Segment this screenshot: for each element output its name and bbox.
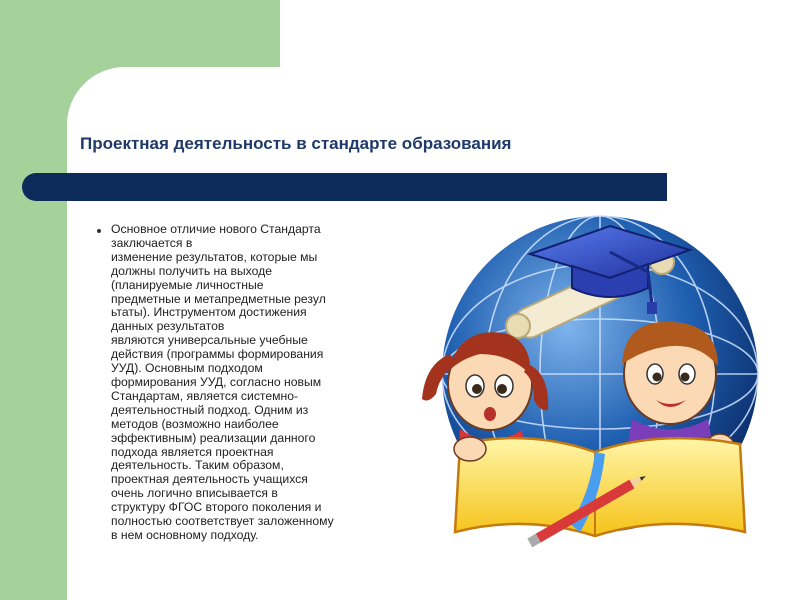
body-line: заключается в — [111, 235, 193, 250]
body-line: деятельность. Таким образом, — [111, 458, 284, 473]
body-line: (планируемые личностные — [111, 277, 264, 292]
slide-title: Проектная деятельность в стандарте образования — [80, 134, 512, 153]
body-line: Стандартам, является системно- — [111, 388, 299, 403]
body-line: в нем основному подходу. — [111, 527, 259, 542]
body-line: очень логично вписывается в — [111, 486, 278, 501]
body-line: формирования УУД, согласно новым — [111, 374, 322, 389]
body-line: деятельностный подход. Одним из — [111, 402, 309, 417]
body-line: полностью соответствует заложенному — [111, 514, 334, 529]
bullet-icon — [97, 229, 101, 233]
body-line: ьтаты). Инструментом достижения — [111, 305, 307, 320]
body-line: данных результатов — [111, 319, 225, 334]
body-line: являются универсальные учебные — [111, 333, 308, 348]
body-line: предметные и метапредметные резул — [111, 291, 326, 306]
education-globe-illustration-icon — [400, 214, 790, 554]
body-line: структуру ФГОС второго поколения и — [111, 500, 322, 515]
slide-body-text — [111, 223, 401, 543]
body-line: подхода является проектная — [111, 444, 274, 459]
body-line: УУД). Основным подходом — [111, 361, 263, 376]
body-line: изменение результатов, которые мы — [111, 249, 318, 264]
body-line: Основное отличие нового Стандарта — [111, 222, 321, 236]
body-line: эффективным) реализации данного — [111, 430, 316, 445]
body-line: проектная деятельность учащихся — [111, 472, 308, 487]
body-line: методов (возможно наиболее — [111, 416, 279, 431]
body-line: должны получить на выходе — [111, 263, 273, 278]
body-line: действия (программы формирования — [111, 347, 324, 362]
title-divider-bar — [22, 173, 667, 201]
